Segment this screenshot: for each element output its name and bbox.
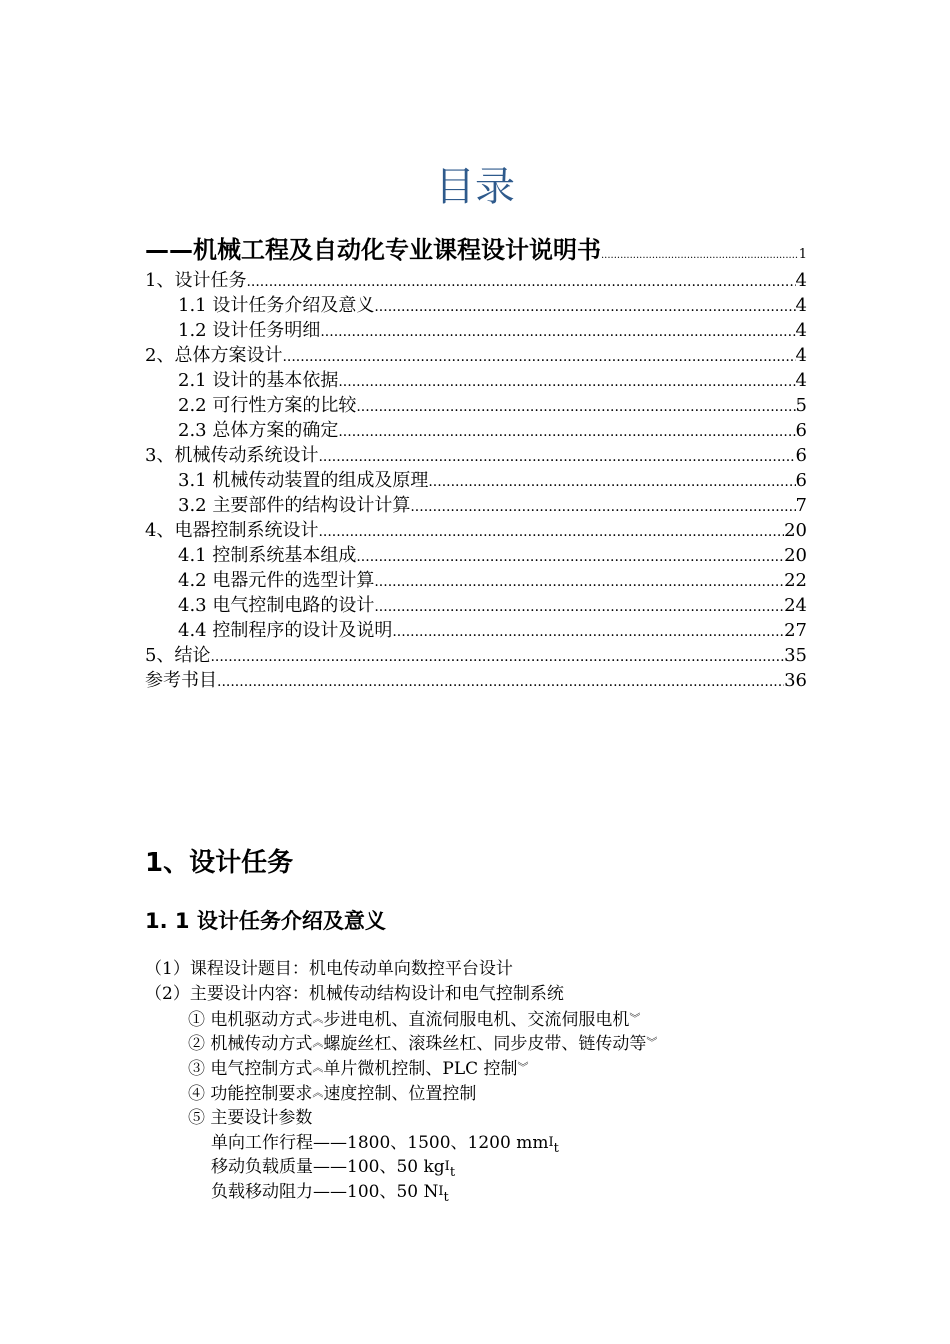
toc-entry[interactable] — [145, 443, 807, 468]
toc-page-number: 5 — [795, 395, 807, 416]
toc-subtitle-label: ——机械工程及自动化专业课程设计说明书 — [145, 236, 601, 264]
body-line-rest: 速度控制、位置控制 — [323, 1083, 477, 1104]
toc-entry-label: 5、结论 — [145, 645, 211, 666]
toc-page-number: 27 — [784, 620, 807, 641]
toc-page-number: 4 — [795, 370, 807, 391]
toc-entry[interactable] — [145, 343, 807, 368]
toc-page-number: 4 — [795, 345, 807, 366]
body-line-text: ② 机械传动方式 — [188, 1034, 313, 1055]
toc-leader-dots — [392, 620, 784, 643]
toc-entry[interactable] — [145, 368, 807, 393]
toc-leader-dots — [374, 595, 784, 618]
close-bracket-mark: ︾ — [517, 1061, 529, 1075]
toc-leader-dots — [282, 345, 795, 368]
toc-leader-dots — [246, 270, 795, 293]
toc-entry-label: 1、设计任务 — [145, 270, 247, 291]
tail-mark-sub: t — [449, 1165, 456, 1181]
subsection-heading: 1. 1 设计任务介绍及意义 — [145, 909, 386, 933]
toc-entry[interactable] — [145, 593, 807, 618]
body-line — [145, 1007, 825, 1032]
toc-entry[interactable] — [145, 268, 807, 293]
toc-entry-label: 1.2 设计任务明细 — [178, 320, 321, 341]
body-line — [145, 982, 825, 1007]
toc-leader-dots — [210, 645, 784, 668]
section-heading: 1、设计任务 — [145, 848, 294, 878]
toc-entry[interactable] — [145, 643, 807, 668]
body-line-rest: 螺旋丝杠、滚珠丝杠、同步皮带、链传动等 — [323, 1034, 647, 1055]
tail-mark — [444, 1159, 456, 1181]
toc-entry-label: 4.2 电器元件的选型计算 — [178, 570, 375, 591]
open-bracket-mark: ︽ — [312, 1011, 324, 1025]
toc-entry-label: 3.2 主要部件的结构设计计算 — [178, 495, 411, 516]
toc-leader-dots — [318, 445, 795, 468]
body-line — [145, 1031, 825, 1056]
toc-leader-dots — [338, 420, 795, 443]
body-line-text: ③ 电气控制方式 — [188, 1059, 313, 1080]
body-line-text: 负载移动阻力——100、50 N — [211, 1182, 439, 1203]
body-line-text: ④ 功能控制要求 — [188, 1083, 313, 1104]
toc-page-number: 4 — [795, 270, 807, 291]
toc-leader-dots — [374, 295, 795, 318]
toc-entry-label: 2.3 总体方案的确定 — [178, 420, 339, 441]
body-line — [145, 1056, 825, 1081]
toc-entry[interactable] — [145, 568, 807, 593]
toc-entry-label: 4.4 控制程序的设计及说明 — [178, 620, 393, 641]
body-line-rest: 单片微机控制、PLC 控制 — [323, 1059, 518, 1080]
toc-page-number: 20 — [784, 545, 807, 566]
toc-leader-dots — [356, 545, 784, 568]
tail-mark-main: I — [444, 1159, 450, 1175]
toc-page-number: 6 — [795, 420, 807, 441]
toc-entry[interactable] — [145, 493, 807, 518]
toc-entry-label: 2.1 设计的基本依据 — [178, 370, 339, 391]
toc-entry[interactable] — [145, 393, 807, 418]
toc-subtitle-row[interactable] — [145, 232, 807, 268]
toc-leader-dots — [217, 670, 784, 693]
body-line-rest: 步进电机、直流伺服电机、交流伺服电机 — [323, 1009, 630, 1030]
toc-page-number: 4 — [795, 320, 807, 341]
toc-entry-label: 3、机械传动系统设计 — [145, 445, 319, 466]
body-line — [145, 1131, 825, 1156]
toc-entry-label: 4.3 电气控制电路的设计 — [178, 595, 375, 616]
toc-entry-label: 2、总体方案设计 — [145, 345, 283, 366]
body-line-text: ⑤ 主要设计参数 — [188, 1107, 313, 1128]
body-line-text: （1）课程设计题目：机电传动单向数控平台设计 — [145, 959, 513, 979]
toc-page-number: 6 — [795, 445, 807, 466]
toc-entry-label: 4.1 控制系统基本组成 — [178, 545, 357, 566]
toc-page-number: 22 — [784, 570, 807, 591]
open-bracket-mark: ︽ — [312, 1036, 324, 1050]
body-line-text: ① 电机驱动方式 — [188, 1009, 313, 1030]
tail-mark — [438, 1184, 449, 1206]
toc-entry[interactable] — [145, 468, 807, 493]
toc-leader-dots — [410, 495, 795, 518]
toc-entry[interactable] — [145, 293, 807, 318]
toc-entry-label: 4、电器控制系统设计 — [145, 520, 319, 541]
toc-page-number: 20 — [784, 520, 807, 541]
body-line — [145, 1180, 825, 1205]
toc-page-number: 6 — [795, 470, 807, 491]
toc-leader-dots — [374, 570, 784, 593]
tail-mark-main: I — [438, 1184, 444, 1200]
toc-entry[interactable] — [145, 518, 807, 543]
toc-page-number: 1 — [798, 247, 807, 262]
table-of-contents — [145, 232, 807, 693]
toc-entry-label: 2.2 可行性方案的比较 — [178, 395, 357, 416]
body-line — [145, 1155, 825, 1180]
toc-page-number: 36 — [784, 670, 807, 691]
toc-leader-dots — [356, 395, 795, 418]
tail-mark-sub: t — [553, 1140, 559, 1156]
toc-page-number: 7 — [795, 495, 807, 516]
close-bracket-mark: ︾ — [646, 1036, 658, 1050]
tail-mark — [548, 1134, 559, 1156]
body-line-text: （2）主要设计内容：机械传动结构设计和电气控制系统 — [145, 983, 564, 1004]
toc-entry[interactable] — [145, 418, 807, 443]
toc-entry[interactable] — [145, 318, 807, 343]
toc-leader-dots — [428, 470, 795, 493]
body-line — [145, 1106, 825, 1131]
body-line — [145, 957, 825, 982]
toc-entry-label: 参考书目 — [145, 670, 217, 691]
tail-mark-main: I — [548, 1134, 554, 1150]
toc-entry-label: 1.1 设计任务介绍及意义 — [178, 295, 375, 316]
body-line — [145, 1081, 825, 1106]
body-line-text: 移动负载质量——100、50 kg — [211, 1157, 445, 1178]
toc-page-number: 4 — [795, 295, 807, 316]
toc-entry[interactable] — [145, 543, 807, 568]
open-bracket-mark: ︽ — [312, 1085, 324, 1099]
open-bracket-mark: ︽ — [312, 1061, 324, 1075]
toc-leader-dots — [601, 238, 799, 268]
toc-page-number: 35 — [784, 645, 807, 666]
toc-entry[interactable] — [145, 668, 807, 693]
toc-title: 目录 — [435, 164, 515, 210]
toc-entry-label: 3.1 机械传动装置的组成及原理 — [178, 470, 429, 491]
section-body — [145, 957, 825, 1205]
toc-leader-dots — [320, 320, 795, 343]
body-line-text: 单向工作行程——1800、1500、1200 mm — [211, 1132, 549, 1153]
toc-page-number: 24 — [784, 595, 807, 616]
tail-mark-sub: t — [443, 1190, 449, 1206]
toc-entry[interactable] — [145, 618, 807, 643]
toc-leader-dots — [318, 520, 784, 543]
toc-leader-dots — [338, 370, 795, 393]
close-bracket-mark: ︾ — [629, 1011, 641, 1025]
